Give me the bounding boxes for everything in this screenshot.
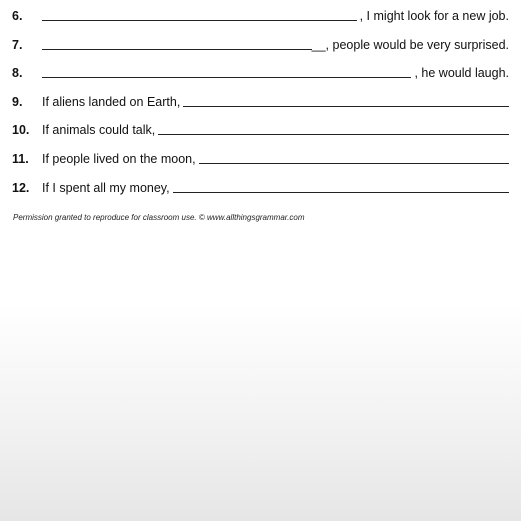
- question-number: 7.: [12, 38, 23, 52]
- answer-blank[interactable]: [199, 162, 509, 164]
- question-text: , I might look for a new job.: [359, 9, 509, 23]
- question-text: If I spent all my money,: [42, 181, 170, 195]
- question-text: If animals could talk,: [42, 123, 156, 137]
- answer-blank[interactable]: [173, 191, 509, 193]
- question-number: 6.: [12, 9, 23, 23]
- question-12: [12, 177, 509, 195]
- question-10: [12, 119, 509, 137]
- question-11: [12, 148, 509, 166]
- question-6: [12, 5, 509, 23]
- question-number: 10.: [12, 123, 30, 137]
- question-text: If people lived on the moon,: [42, 152, 196, 166]
- permission-footer: Permission granted to reproduce for classroom use. © www.allthingsgrammar.com: [13, 213, 305, 222]
- question-number: 12.: [12, 181, 30, 195]
- question-number: 9.: [12, 95, 23, 109]
- answer-blank[interactable]: [42, 48, 312, 50]
- question-number: 8.: [12, 66, 23, 80]
- answer-blank[interactable]: [42, 76, 411, 78]
- answer-blank[interactable]: [183, 105, 509, 107]
- question-9: [12, 91, 509, 109]
- answer-blank[interactable]: [42, 19, 357, 21]
- question-text: If aliens landed on Earth,: [42, 95, 181, 109]
- answer-blank[interactable]: [158, 133, 509, 135]
- question-8: [12, 62, 509, 80]
- question-text: , he would laugh.: [414, 66, 509, 80]
- question-text: __, people would be very surprised.: [311, 38, 509, 52]
- question-7: [12, 34, 509, 52]
- question-number: 11.: [12, 152, 29, 166]
